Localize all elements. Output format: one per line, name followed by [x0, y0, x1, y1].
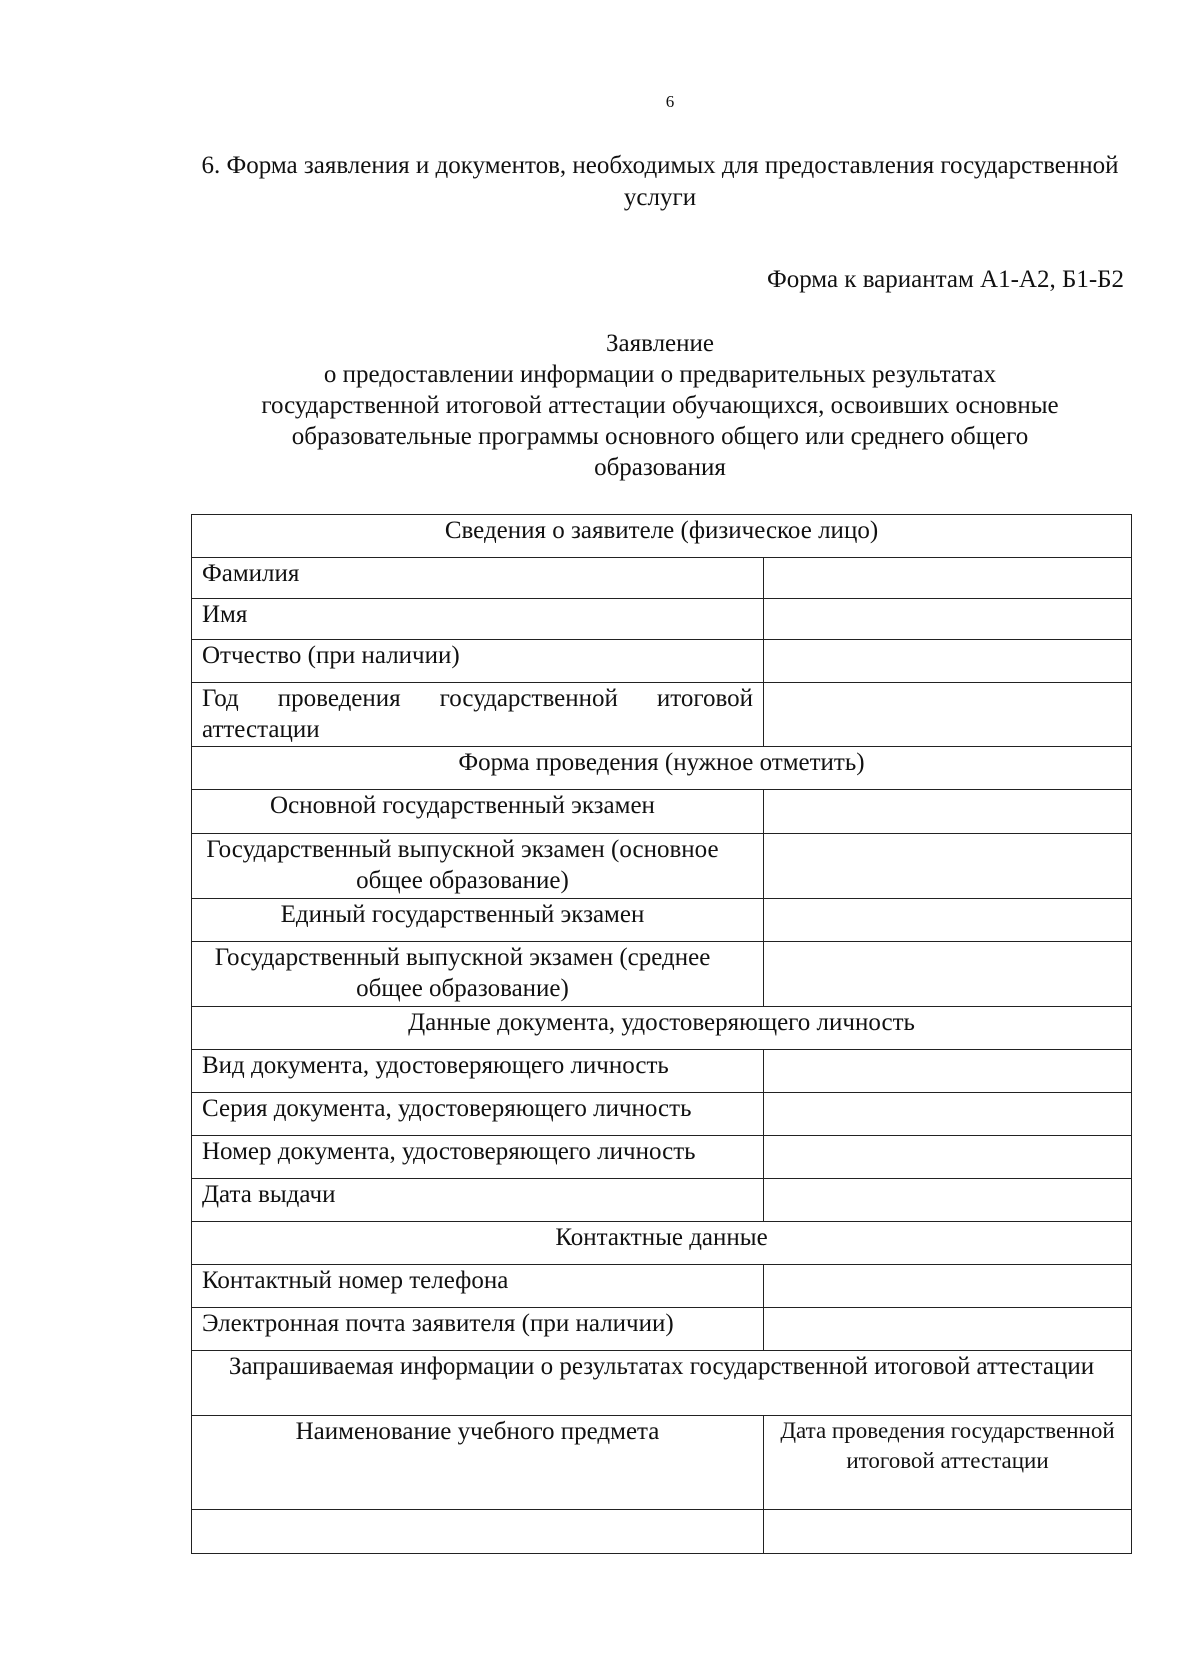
application-title	[200, 328, 1120, 483]
field-input-name[interactable]	[764, 599, 1132, 640]
exam-form-section-header: Форма проведения (нужное отметить)	[192, 747, 1132, 790]
field-label-patronymic: Отчество (при наличии)	[192, 640, 764, 683]
field-input-phone[interactable]	[764, 1265, 1132, 1308]
field-input-issue-date[interactable]	[764, 1179, 1132, 1222]
page-number: 6	[665, 92, 675, 111]
field-input-document-series[interactable]	[764, 1093, 1132, 1136]
field-label-document-number: Номер документа, удостоверяющего личность	[192, 1136, 764, 1179]
application-subtitle-line-1: о предоставлении информации о предварительных результатах	[323, 361, 997, 388]
exam-option-label-gve-basic: Государственный выпускной экзамен (основное общее образование)	[192, 834, 764, 899]
field-label-surname: Фамилия	[192, 558, 764, 599]
field-label-document-type: Вид документа, удостоверяющего личность	[192, 1050, 764, 1093]
application-subtitle-line-4: образования	[594, 454, 726, 481]
exam-option-checkbox-gve-basic[interactable]	[764, 834, 1132, 899]
field-input-email[interactable]	[764, 1308, 1132, 1351]
application-subtitle-line-3: образовательные программы основного общего или среднего общего	[291, 423, 1029, 450]
subject-input[interactable]	[192, 1510, 764, 1554]
field-input-document-number[interactable]	[764, 1136, 1132, 1179]
field-input-document-type[interactable]	[764, 1050, 1132, 1093]
field-input-exam-year[interactable]	[764, 683, 1132, 747]
exam-option-label-ege: Единый государственный экзамен	[192, 899, 764, 942]
field-label-issue-date: Дата выдачи	[192, 1179, 764, 1222]
form-variant-label: Форма к вариантам А1-А2, Б1-Б2	[766, 266, 1124, 293]
application-heading: Заявление	[605, 330, 715, 357]
exam-option-checkbox-ege[interactable]	[764, 899, 1132, 942]
contact-section-header: Контактные данные	[192, 1222, 1132, 1265]
field-input-surname[interactable]	[764, 558, 1132, 599]
exam-option-label-gve-secondary: Государственный выпускной экзамен (среднее общее образование)	[192, 942, 764, 1007]
field-label-exam-year: Год проведения государственной итоговой аттестации	[192, 683, 764, 747]
requested-info-section-header: Запрашиваемая информации о результатах государственной итоговой аттестации	[192, 1351, 1132, 1416]
field-label-name: Имя	[192, 599, 764, 640]
field-label-email: Электронная почта заявителя (при наличии)	[192, 1308, 764, 1351]
exam-option-checkbox-oge[interactable]	[764, 790, 1132, 834]
identity-section-header: Данные документа, удостоверяющего личность	[192, 1007, 1132, 1050]
application-subtitle-line-2: государственной итоговой аттестации обучающихся, освоивших основные	[261, 392, 1059, 419]
field-label-document-series: Серия документа, удостоверяющего личность	[192, 1093, 764, 1136]
application-form-table	[191, 514, 1132, 1554]
exam-option-checkbox-gve-secondary[interactable]	[764, 942, 1132, 1007]
exam-option-label-oge: Основной государственный экзамен	[192, 790, 764, 834]
field-input-patronymic[interactable]	[764, 640, 1132, 683]
exam-date-input[interactable]	[764, 1510, 1132, 1554]
subject-column-header: Наименование учебного предмета	[192, 1416, 764, 1510]
applicant-section-header: Сведения о заявителе (физическое лицо)	[192, 515, 1132, 558]
field-label-phone: Контактный номер телефона	[192, 1265, 764, 1308]
exam-date-column-header: Дата проведения государственной итоговой аттестации	[764, 1416, 1132, 1510]
section-title: 6. Форма заявления и документов, необходимых для предоставления государственной услуги	[201, 152, 1119, 211]
